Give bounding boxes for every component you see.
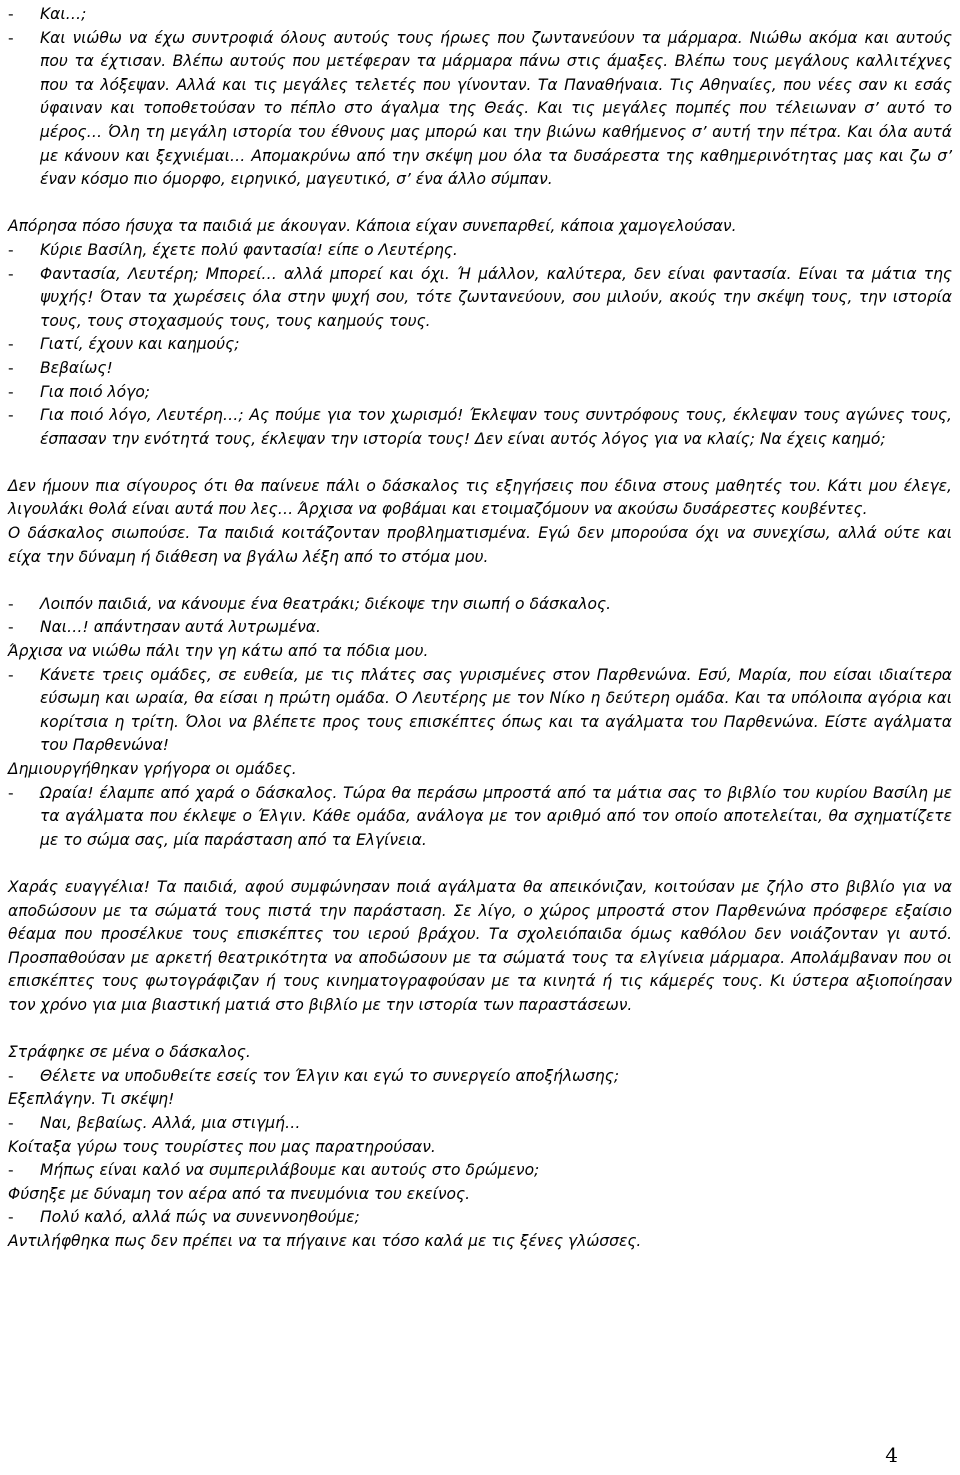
- page-number: 4: [885, 1443, 898, 1467]
- dialogue-line: [8, 357, 952, 381]
- dialogue-line: [8, 381, 952, 405]
- dialogue-text: Κύριε Βασίλη, έχετε πολύ φαντασία! είπε ο Λευτέρης.: [40, 240, 458, 259]
- dialogue-dash: -: [8, 382, 14, 401]
- dialogue-line: [8, 333, 952, 357]
- dialogue-dash: -: [8, 1208, 14, 1227]
- dialogue-line: [8, 664, 952, 758]
- narrative-paragraph: Ο δάσκαλος σιωπούσε. Τα παιδιά κοιτάζονταν προβληματισμένα. Εγώ δεν μπορούσα όχι να συνεχίσω, αλλά ούτε και είχα την δύναμη ή διάθεση να βγάλω λέξη από το στόμα μου.: [8, 524, 952, 566]
- dialogue-text: Ναι…! απάντησαν αυτά λυτρωμένα.: [40, 618, 321, 637]
- narrative-paragraph: Χαράς ευαγγέλια! Τα παιδιά, αφού συμφώνησαν ποιά αγάλματα θα απεικόνιζαν, κοιτούσαν με ζήλο στο βιβλίο για να αποδώσουν με τα σώματά τους πιστά την παράσταση. Σε λίγο, ο χώρος μπροστά στον Παρθενώνα πρόσφερε εξαίσιο θέαμα που προσέλκυε τους επισκέπτες του ιερού βράχου. Τα σχολειόπαιδα όμως καθόλου δεν νοιάζονταν γι αυτό. Προσπαθούσαν με αρκετή θεατρικότητα να αποδώσουν με τα σώματά τους τα ελγίνεια μάρμαρα. Απολάμβαναν που οι επισκέπτες τους φωτογράφιζαν ή τους κινηματογραφούσαν με τα κινητά ή τις κάμερές τους. Κι ύστερα αξιοποίησαν τον χρόνο για μια βιαστική ματιά στο βιβλίο με την ιστορία των παραστάσεων.: [8, 877, 952, 1014]
- narrative-paragraph: Άρχισα να νιώθω πάλι την γη κάτω από τα πόδια μου.: [8, 642, 429, 661]
- dialogue-text: Και…;: [40, 5, 87, 23]
- dialogue-dash: -: [8, 5, 14, 23]
- narrative-paragraph: Απόρησα πόσο ήσυχα τα παιδιά με άκουγαν. Κάποια είχαν συνεπαρθεί, κάποια χαμογελούσαν.: [8, 217, 737, 236]
- dialogue-dash: -: [8, 240, 14, 259]
- dialogue-line: [8, 782, 952, 853]
- dialogue-text: Λοιπόν παιδιά, να κάνουμε ένα θεατράκι; διέκοψε την σιωπή ο δάσκαλος.: [40, 594, 612, 613]
- dialogue-text: Φαντασία, Λευτέρη; Μπορεί… αλλά μπορεί και όχι. Ή μάλλον, καλύτερα, δεν είναι φαντασία. Είναι τα μάτια της ψυχής! Όταν τα χωρέσεις όλα στην ψυχή σου, τότε ζωντανεύουν, σου μιλούν, ακούς την σκέψη τους, την ιστορία τους, τους στοχασμούς τους, τους καημούς τους.: [40, 264, 952, 330]
- dialogue-dash: -: [8, 264, 14, 283]
- paragraph-gap: [8, 451, 952, 475]
- dialogue-text: Γιατί, έχουν και καημούς;: [40, 335, 240, 354]
- dialogue-line: [8, 239, 952, 263]
- narrative-paragraph: Κοίταξα γύρω τους τουρίστες που μας παρατηρούσαν.: [8, 1137, 436, 1156]
- dialogue-line: [8, 1206, 952, 1230]
- dialogue-dash: -: [8, 594, 14, 613]
- paragraph-gap: [8, 569, 952, 593]
- dialogue-line: [8, 1159, 952, 1183]
- narrative-paragraph: Εξεπλάγην. Τι σκέψη!: [8, 1090, 175, 1109]
- dialogue-text: Για ποιό λόγο;: [40, 382, 151, 401]
- dialogue-text: Ναι, βεβαίως. Αλλά, μια στιγμή…: [40, 1113, 301, 1132]
- paragraph-gap: [8, 852, 952, 876]
- dialogue-text: Για ποιό λόγο, Λευτέρη…; Ας πούμε για τον χωρισμό! Έκλεψαν τους συντρόφους τους, έκλεψαν τους αγώνες τους, έσπασαν την ενότητά τους, έκλεψαν την ιστορία τους! Δεν είναι αυτός λόγος για να κλαίς; Να έχεις καημό;: [40, 406, 952, 448]
- dialogue-dash: -: [8, 1066, 14, 1085]
- paragraph-gap: [8, 1018, 952, 1042]
- dialogue-text: Μήπως είναι καλό να συμπεριλάβουμε και αυτούς στο δρώμενο;: [40, 1161, 540, 1180]
- dialogue-line: [8, 3, 952, 27]
- dialogue-dash: -: [8, 406, 14, 425]
- dialogue-line: [8, 263, 952, 334]
- dialogue-line: [8, 1065, 952, 1089]
- dialogue-line: [8, 1112, 952, 1136]
- dialogue-line: [8, 593, 952, 617]
- dialogue-line: [8, 404, 952, 451]
- dialogue-text: Βεβαίως!: [40, 358, 113, 377]
- dialogue-dash: -: [8, 618, 14, 637]
- dialogue-text: Θέλετε να υποδυθείτε εσείς τον Έλγιν και εγώ το συνεργείο αποξήλωσης;: [40, 1066, 620, 1085]
- narrative-paragraph: Αντιλήφθηκα πως δεν πρέπει να τα πήγαινε και τόσο καλά με τις ξένες γλώσσες.: [8, 1231, 642, 1250]
- dialogue-dash: -: [8, 1161, 14, 1180]
- dialogue-line: [8, 27, 952, 192]
- dialogue-text: Πολύ καλό, αλλά πώς να συνεννοηθούμε;: [40, 1208, 360, 1227]
- paragraph-gap: [8, 192, 952, 216]
- dialogue-dash: -: [8, 783, 14, 802]
- dialogue-dash: -: [8, 335, 14, 354]
- dialogue-line: [8, 616, 952, 640]
- dialogue-dash: -: [8, 358, 14, 377]
- dialogue-dash: -: [8, 665, 14, 684]
- dialogue-text: Κάνετε τρεις ομάδες, σε ευθεία, με τις πλάτες σας γυρισμένες στον Παρθενώνα. Εσύ, Μαρία, που είσαι ιδιαίτερα εύσωμη και ωραία, θα είσαι η πρώτη ομάδα. Ο Λευτέρης με τον Νίκο η δεύτερη ομάδα. Και τα υπόλοιπα αγόρια και κορίτσια η τρίτη. Όλοι να βλέπετε προς τους επισκέπτες όπως και τα αγάλματα του Παρθενώνα. Είστε αγάλματα του Παρθενώνα!: [40, 665, 952, 755]
- dialogue-dash: -: [8, 28, 14, 47]
- narrative-paragraph: Δημιουργήθηκαν γρήγορα οι ομάδες.: [8, 760, 297, 778]
- narrative-paragraph: Δεν ήμουν πια σίγουρος ότι θα παίνευε πάλι ο δάσκαλος τις εξηγήσεις που έδινα στους μαθητές του. Κάτι μου έλεγε, λιγουλάκι θολά είναι αυτά που λες… Άρχισα να φοβάμαι και ετοιμαζόμουν να ακούσω δυσάρεστες κουβέντες.: [8, 476, 952, 519]
- narrative-paragraph: Φύσηξε με δύναμη τον αέρα από τα πνευμόνια του εκείνος.: [8, 1184, 471, 1203]
- dialogue-dash: -: [8, 1113, 14, 1132]
- text-body: [8, 3, 952, 1253]
- narrative-paragraph: Στράφηκε σε μένα ο δάσκαλος.: [8, 1043, 251, 1062]
- dialogue-text: Ωραία! έλαμπε από χαρά ο δάσκαλος. Τώρα θα περάσω μπροστά από τα μάτια σας το βιβλίο του κυρίου Βασίλη με τα αγάλματα που έκλεψε ο Έλγιν. Κάθε ομάδα, ανάλογα με τον αριθμό από τον οποίο αποτελείται, θα σχηματίζετε με το σώμα σας, μία παράσταση από τα Ελγίνεια.: [40, 783, 952, 849]
- dialogue-text: Και νιώθω να έχω συντροφιά όλους αυτούς τους ήρωες που ζωντανεύουν τα μάρμαρα. Νιώθω ακόμα και αυτούς που τα έχτισαν. Βλέπω αυτούς που μετέφεραν τα μάρμαρα πάνω στις άμαξες. Βλέπω τους μεγάλους καλλιτέχνες που τα λόξεψαν. Αλλά και τις μεγάλες τελετές που γίνονταν. Τα Παναθήναια. Τις Αθηναίες, που νέες σαν κι εσάς ύφαιναν και τοποθετούσαν το πέπλο στο άγαλμα της Θεάς. Και τις μεγάλες πομπές που τέλειωναν σ’ αυτό το μέρος… Όλη τη μεγάλη ιστορία του έθνους μας μπορώ και την βιώνω καθήμενος σ’ αυτή την πέτρα. Και όλα αυτά με κάνουν και ξεχνιέμαι… Απομακρύνω από την σκέψη μου όλα τα δυσάρεστα της καθημερινότητας μας και ζω σ’ έναν κόσμο πιο όμορφο, ειρηνικό, μαγευτικό, σ’ ένα άλλο σύμπαν.: [40, 28, 952, 189]
